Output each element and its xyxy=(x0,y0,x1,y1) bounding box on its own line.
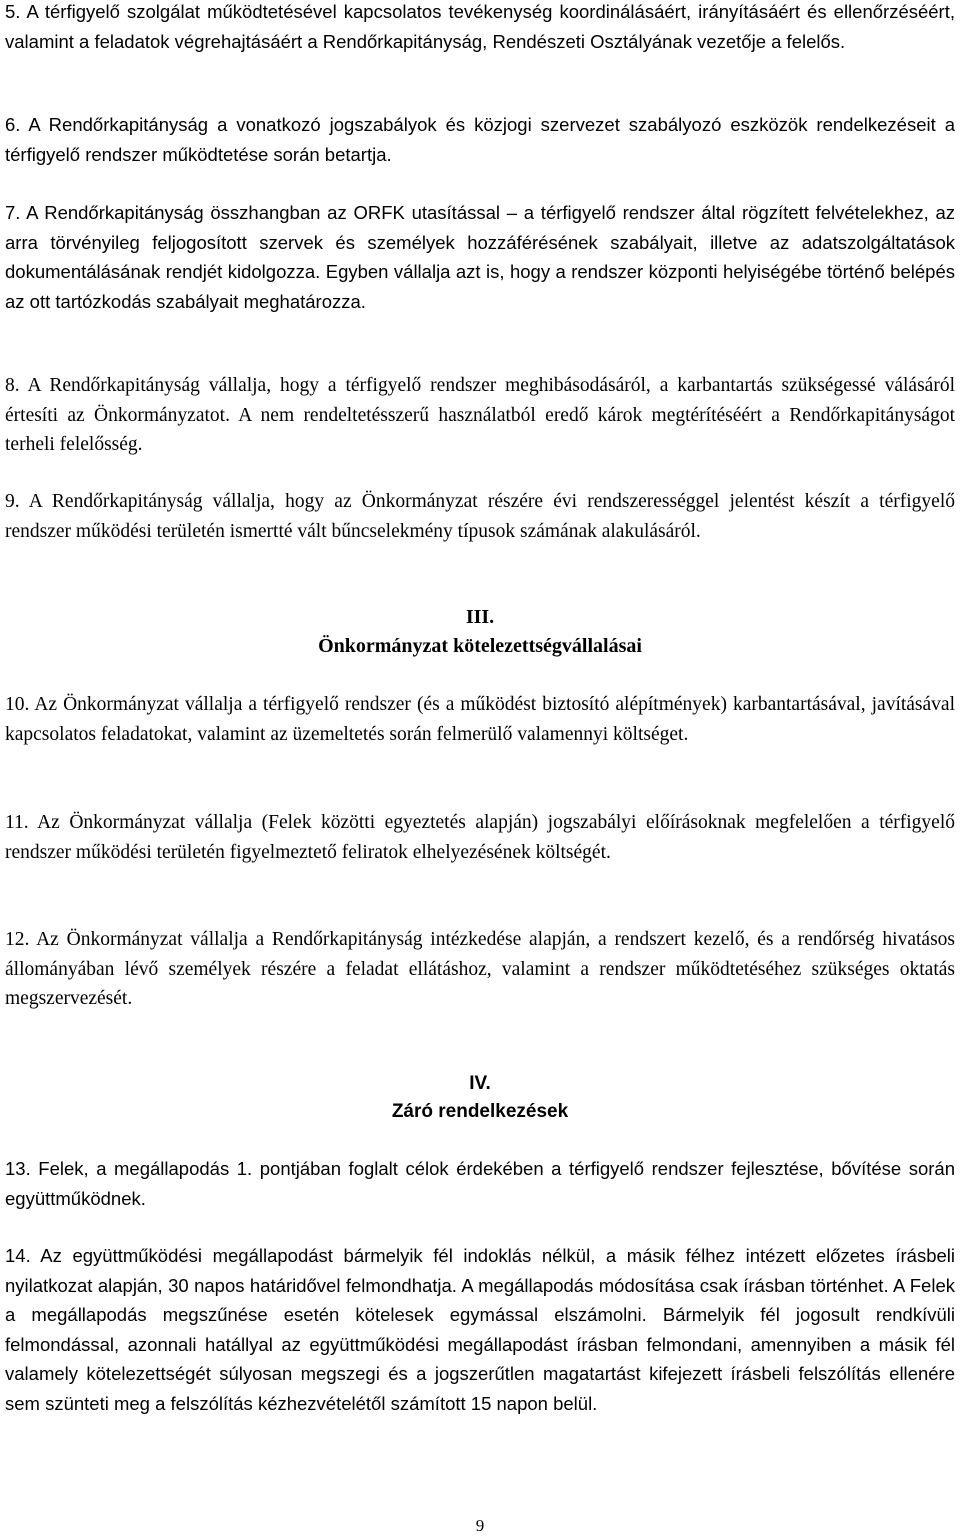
paragraph-10: 10. Az Önkormányzat vállalja a térfigyelő rendszer (és a működést biztosító alépítmények) karbantartásával, javításával kapcsolatos feladatokat, valamint az üzemeltetés során felmerülő valamennyi költséget. xyxy=(5,694,955,745)
paragraph-6: 6. A Rendőrkapitányság a vonatkozó jogszabályok és közjogi szervezet szabályozó eszközök rendelkezéseit a térfigyelő rendszer működtetése során betartja. xyxy=(5,114,955,165)
paragraph-11: 11. Az Önkormányzat vállalja (Felek közötti egyeztetés alapján) jogszabályi előírásoknak megfelelően a térfigyelő rendszer működési területén figyelmeztető feliratok elhelyezésének költségét. xyxy=(5,812,955,863)
paragraph-13: 13. Felek, a megállapodás 1. pontjában foglalt célok érdekében a térfigyelő rendszer fejlesztése, bővítése során együttműködnek. xyxy=(5,1158,955,1209)
paragraph-12: 12. Az Önkormányzat vállalja a Rendőrkapitányság intézkedése alapján, a rendszert kezelő, és a rendőrség hivatásos állományában lévő személyek részére a feladat ellátáshoz, valamint a rendszer működtetéséhez szükséges oktatás megszervezését. xyxy=(5,929,955,1009)
section-4-title: Záró rendelkezések xyxy=(391,1101,569,1122)
paragraph-14: 14. Az együttműködési megállapodást bármelyik fél indoklás nélkül, a másik félhez intézett előzetes írásbeli nyilatkozat alapján, 30 napos határidővel felmondhatja. A megállapodás módosítása csak írásban történhet. A Felek a megállapodás megszűnése esetén kötelesek egymással elszámolni. Bármelyik fél jogosult rendkívüli felmondással, azonnali hatállyal az együttműködési megállapodást írásban felmondani, amennyiben a másik fél valamely kötelezettségét súlyosan megszegi és a jogszerűtlen magatartást kifejezett írásbeli felszólítás ellenére sem szünteti meg a felszólítás kézhezvételétől számított 15 napon belül. xyxy=(5,1245,955,1414)
paragraph-8: 8. A Rendőrkapitányság vállalja, hogy a térfigyelő rendszer meghibásodásáról, a karbantartás szükségessé válásáról értesíti az Önkormányzatot. A nem rendeltetésszerű használatból eredő károk megtérítéséért a Rendőrkapitányságot terheli felelősség. xyxy=(5,375,955,455)
section-3-title: Önkormányzat kötelezettségvállalásai xyxy=(318,635,642,657)
page-number: 9 xyxy=(475,1516,485,1535)
paragraph-5: 5. A térfigyelő szolgálat működtetésével kapcsolatos tevékenység koordinálásáért, irányításáért és ellenőrzéséért, valamint a feladatok végrehajtásáért a Rendőrkapitányság, Rendészeti Osztályának vezetője a felelős. xyxy=(5,1,955,52)
section-3-number: III. xyxy=(465,606,495,628)
section-4-number: IV. xyxy=(469,1073,491,1094)
paragraph-9: 9. A Rendőrkapitányság vállalja, hogy az Önkormányzat részére évi rendszerességgel jelentést készít a térfigyelő rendszer működési területén ismertté vált bűncselekmény típusok számának alakulásáról. xyxy=(5,491,955,542)
paragraph-7: 7. A Rendőrkapitányság összhangban az ORFK utasítással – a térfigyelő rendszer által rögzített felvételekhez, az arra törvényileg feljogosított szervek és személyek hozzáférésének szabályait, illetve az adatszolgáltatások dokumentálásának rendjét kidolgozza. Egyben vállalja azt is, hogy a rendszer központi helyiségébe történő belépés az ott tartózkodás szabályait meghatározza. xyxy=(5,202,955,312)
